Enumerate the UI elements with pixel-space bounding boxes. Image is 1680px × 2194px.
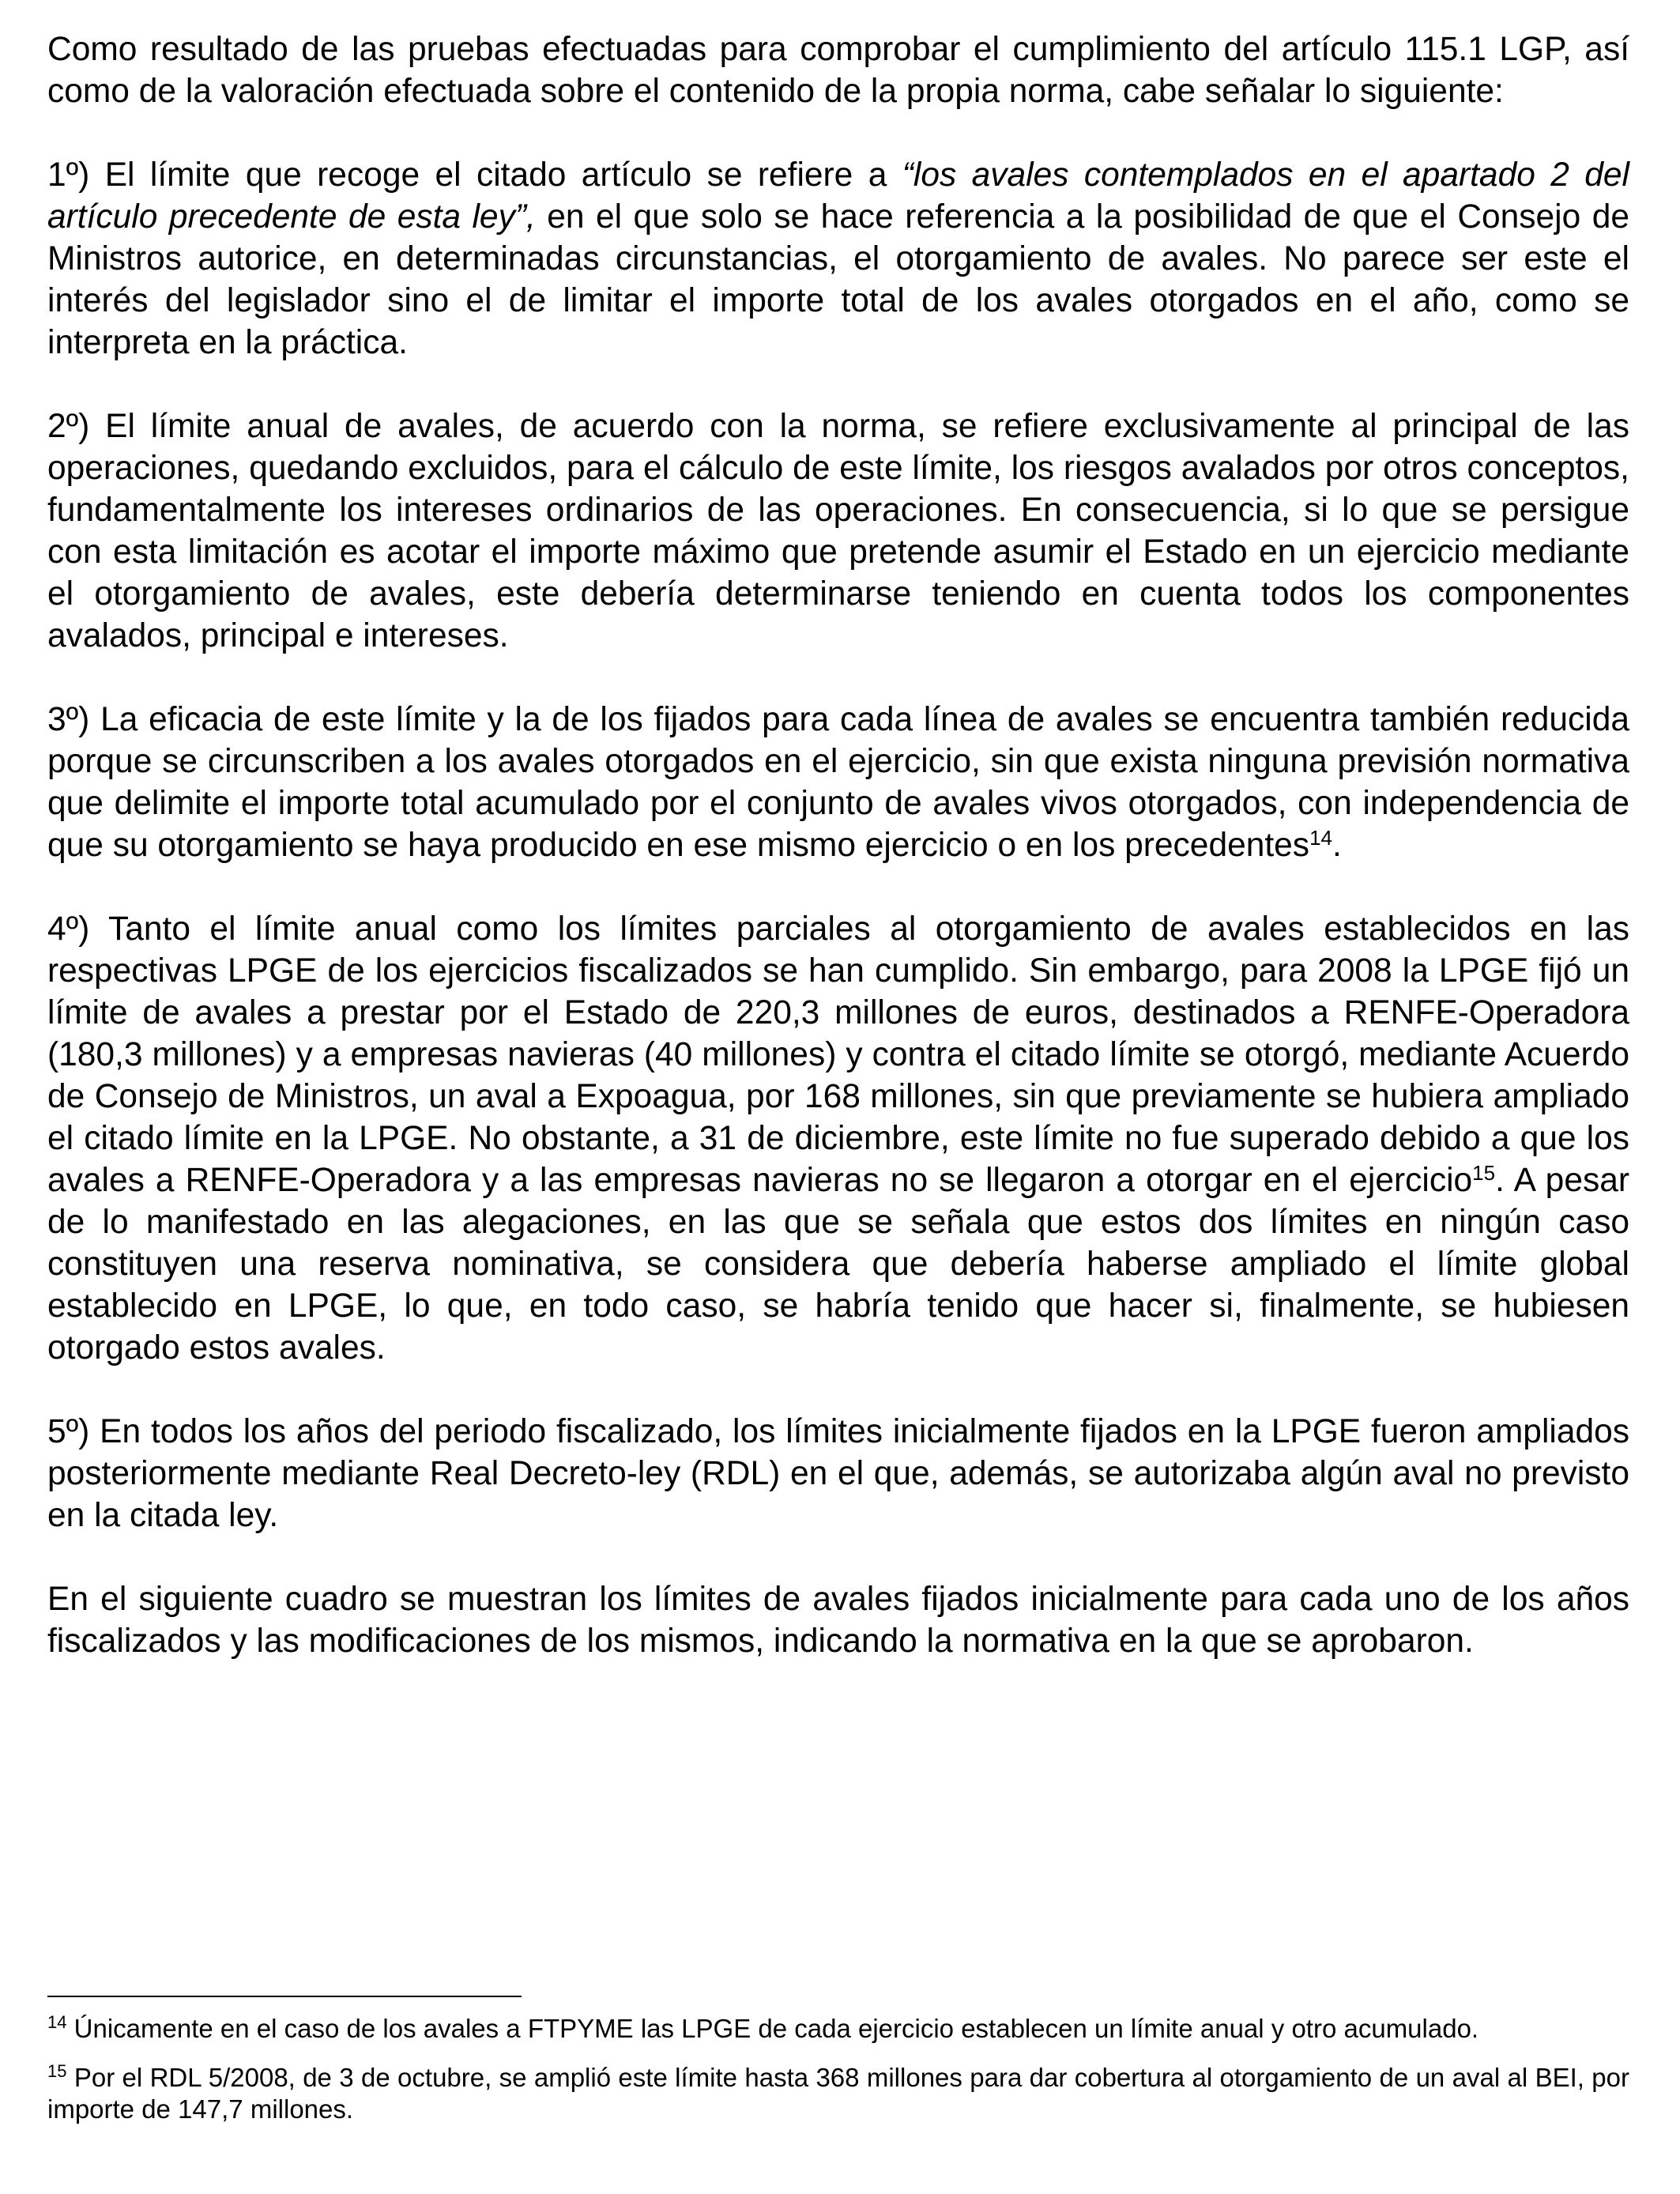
paragraph-5: 5º) En todos los años del periodo fiscalizado, los límites inicialmente fijados en la LPGE fueron ampliados posteriormente mediante Real Decreto-ley (RDL) en el que, además, se autorizaba algún aval no previsto en la citada ley. bbox=[47, 1413, 1629, 1534]
paragraph-4-start: 4º) Tanto el límite anual como los límites parciales al otorgamiento de avales establecidos en las respectivas LPGE de los ejercicios fiscalizados se han cumplido. Sin embargo, para 2008 la LPGE fijó un límite de avales a prestar por el Estado de 220,3 millones de euros, destinados a RENFE-Operadora (180,3 millones) y a empresas navieras (40 millones) y contra el citado límite se otorgó, mediante Acuerdo de Consejo de Ministros, un aval a Expoagua, por 168 millones, sin que previamente se hubiera ampliado el citado límite en la LPGE. No obstante, a 31 de diciembre, este límite no fue superado debido a que los avales a RENFE-Operadora y a las empresas navieras no se llegaron a otorgar en el ejercicio bbox=[47, 910, 1629, 1199]
footnote-14 bbox=[47, 2013, 1629, 2045]
footnote-number: 14 bbox=[47, 2012, 67, 2032]
paragraph-1 bbox=[47, 154, 1629, 364]
footnote-15 bbox=[47, 2062, 1629, 2125]
paragraph-1-start: 1º) El límite que recoge el citado artículo se refiere a bbox=[47, 156, 902, 194]
paragraph-4-end: . A pesar de lo manifestado en las alegaciones, en las que se señala que estos dos límites en ningún caso constituyen una reserva nominativa, se considera que debería haberse ampliado el límite global establecido en LPGE, lo que, en todo caso, se habría tenido que hacer si, finalmente, se hubiesen otorgado estos avales. bbox=[47, 1162, 1629, 1367]
paragraph-2: 2º) El límite anual de avales, de acuerdo con la norma, se refiere exclusivamente al principal de las operaciones, quedando excluidos, para el cálculo de este límite, los riesgos avalados por otros conceptos, fundamentalmente los intereses ordinarios de las operaciones. En consecuencia, si lo que se persigue con esta limitación es acotar el importe máximo que pretende asumir el Estado en un ejercicio mediante el otorgamiento de avales, este debería determinarse teniendo en cuenta todos los componentes avalados, principal e intereses. bbox=[47, 408, 1629, 654]
footnote-text: Por el RDL 5/2008, de 3 de octubre, se amplió este límite hasta 368 millones para dar cobertura al otorgamiento de un aval al BEI, por importe de 147,7 millones. bbox=[47, 2063, 1629, 2124]
paragraph-3-text: 3º) La eficacia de este límite y la de los fijados para cada línea de avales se encuentra también reducida porque se circunscriben a los avales otorgados en el ejercicio, sin que exista ninguna previsión normativa que delimite el importe total acumulado por el conjunto de avales vivos otorgados, con independencia de que su otorgamiento se haya producido en ese mismo ejercicio o en los precedentes bbox=[47, 701, 1629, 864]
footnote-number: 15 bbox=[47, 2061, 67, 2081]
footnote-ref-15[interactable]: 15 bbox=[1472, 1161, 1496, 1185]
paragraph-1-end: en el que solo se hace referencia a la posibilidad de que el Consejo de Ministros autorice, en determinadas circunstancias, el otorgamiento de avales. No parece ser este el interés del legislador sino el de limitar el importe total de los avales otorgados en el año, como se interpreta en la práctica. bbox=[47, 198, 1629, 361]
footnote-ref-14[interactable]: 14 bbox=[1309, 826, 1332, 850]
document-body bbox=[47, 28, 1629, 1704]
footnote-separator bbox=[47, 1996, 522, 1997]
paragraph-3 bbox=[47, 699, 1629, 866]
paragraph-1-quote: “los avales contemplados en el apartado 2 del artículo precedente de esta ley”, bbox=[47, 156, 1629, 236]
paragraph-4 bbox=[47, 908, 1629, 1369]
paragraph-closing: En el siguiente cuadro se muestran los límites de avales fijados inicialmente para cada uno de los años fiscalizados y las modificaciones de los mismos, indicando la normativa en la que se aprobaron. bbox=[47, 1581, 1629, 1660]
paragraph-intro: Como resultado de las pruebas efectuadas para comprobar el cumplimiento del artículo 115.1 LGP, así como de la valoración efectuada sobre el contenido de la propia norma, cabe señalar lo siguiente: bbox=[47, 31, 1629, 110]
footnotes-section bbox=[47, 1996, 1629, 2143]
paragraph-3-end: . bbox=[1332, 827, 1342, 864]
footnote-text: Únicamente en el caso de los avales a FTPYME las LPGE de cada ejercicio establecen un límite anual y otro acumulado. bbox=[66, 2014, 1479, 2043]
